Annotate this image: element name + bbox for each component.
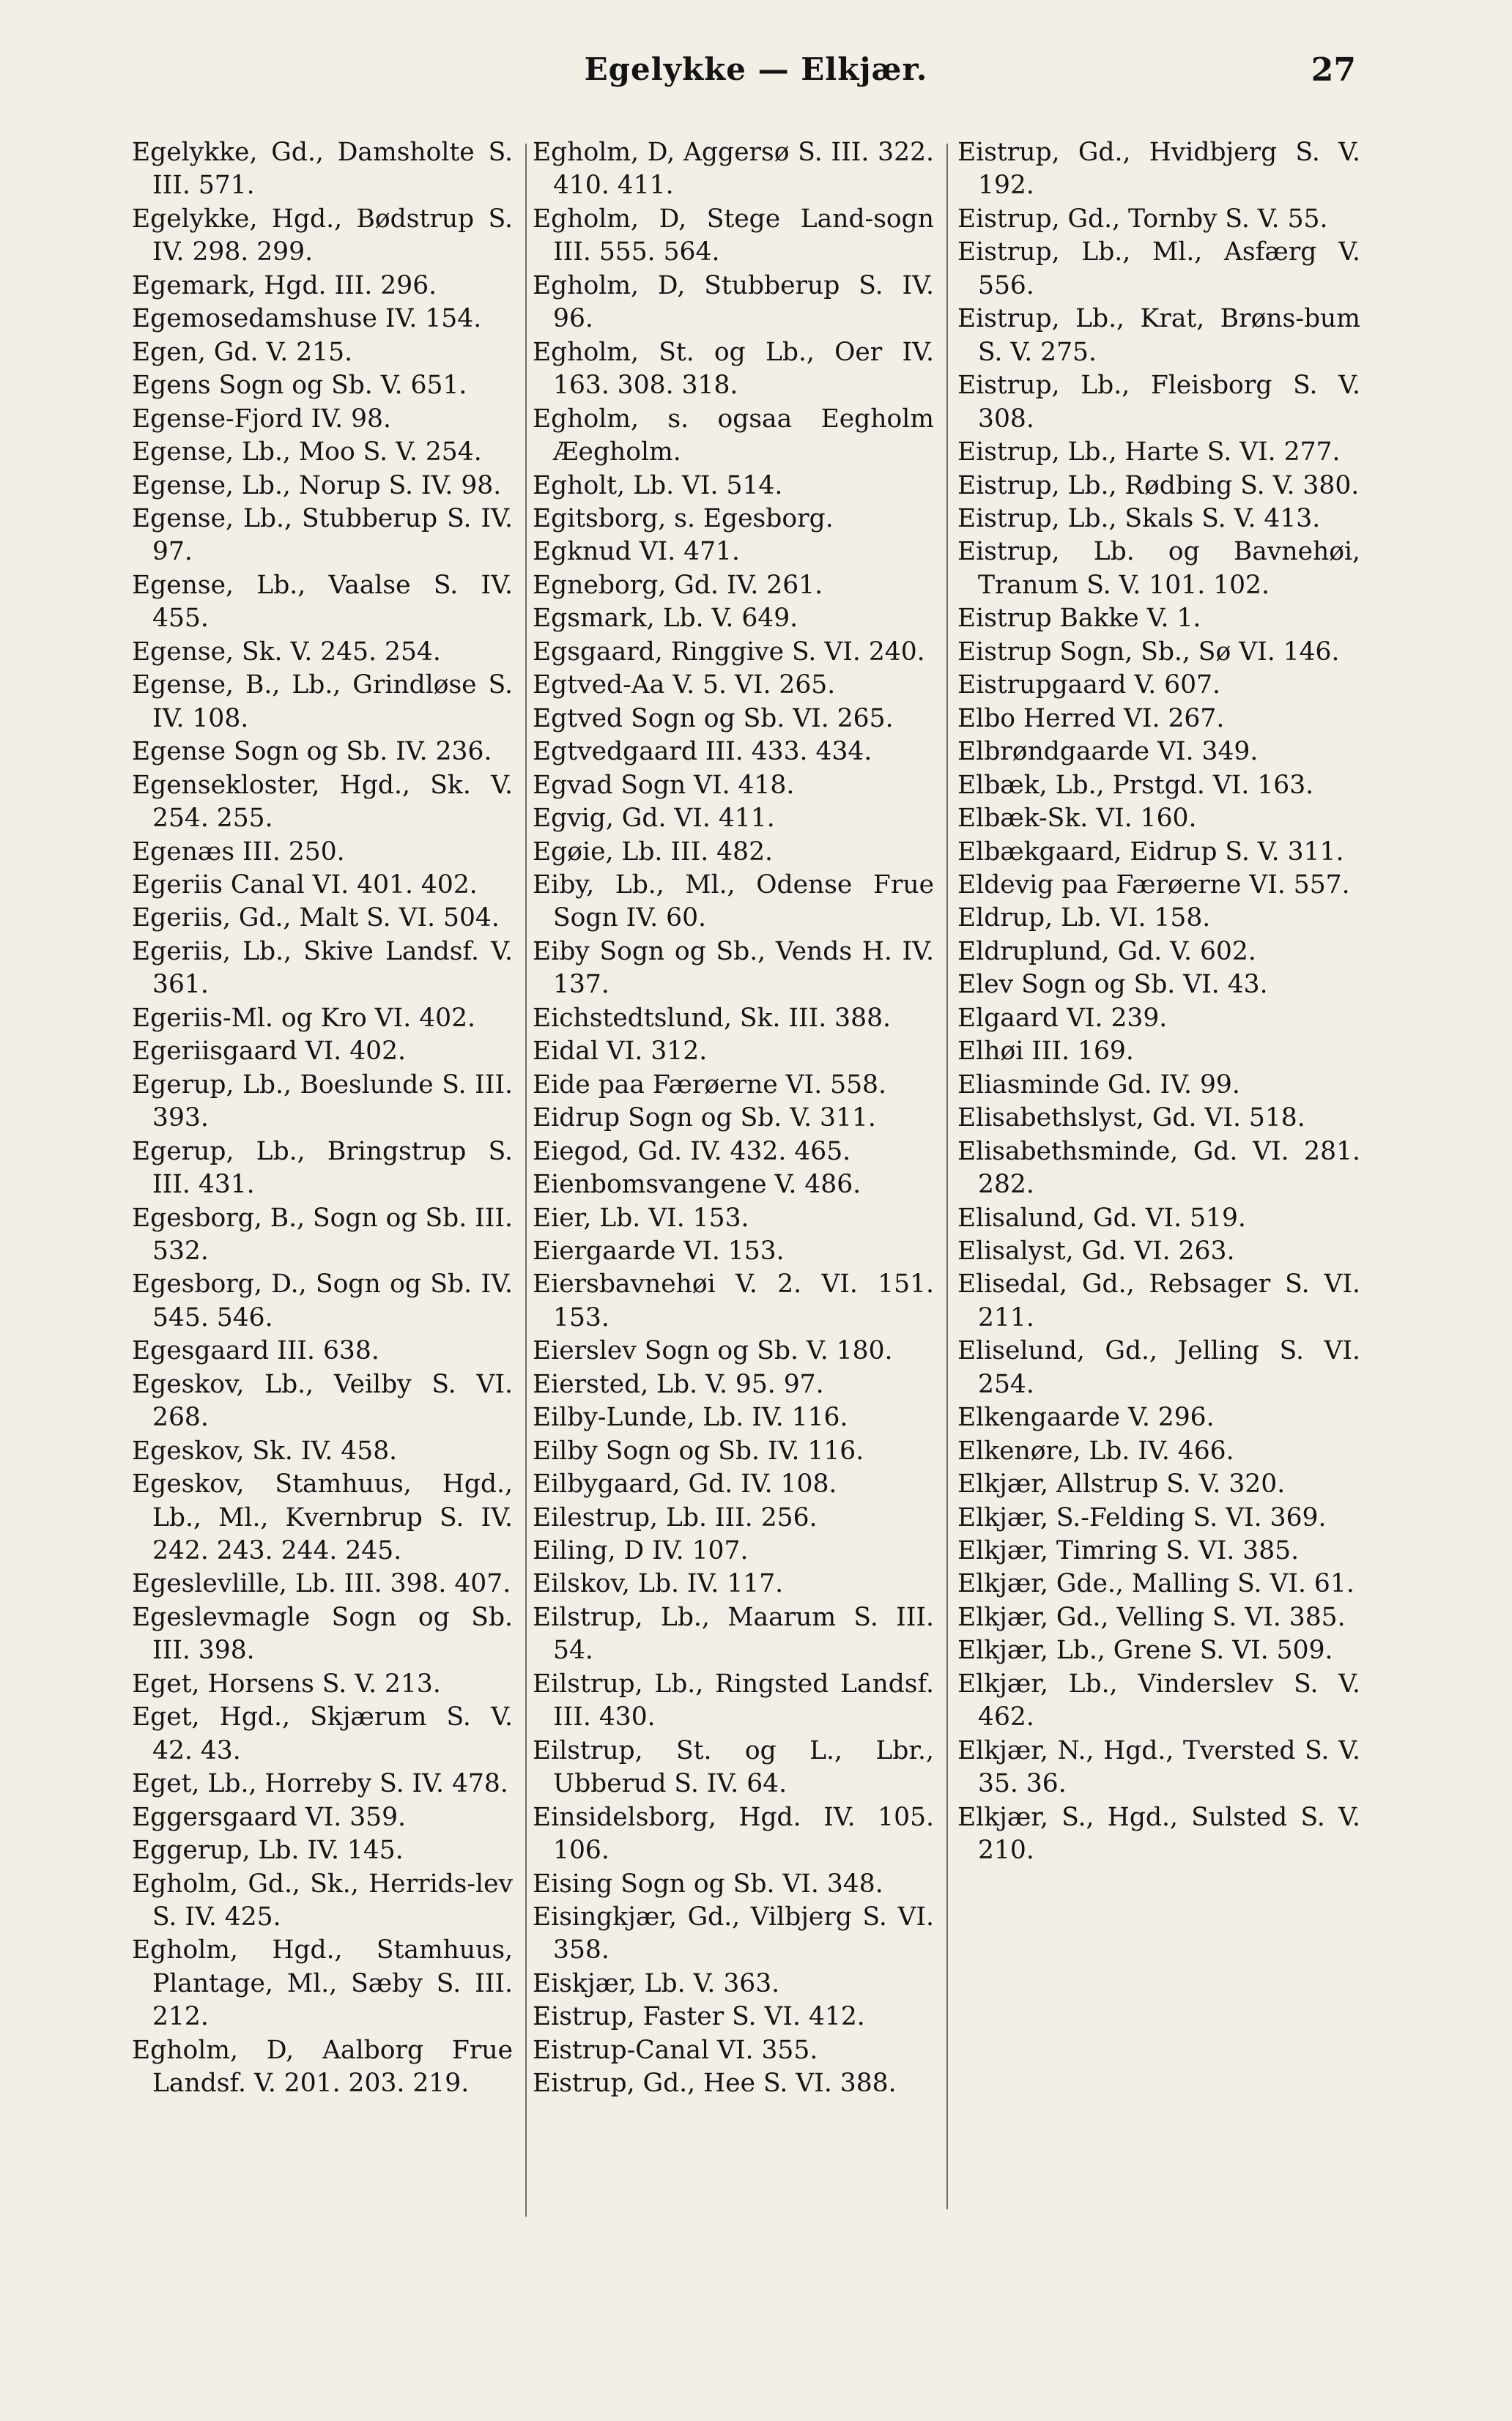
index-entry: Eisingkjær, Gd., Vilbjerg S. VI. 358. [533,1902,934,1965]
index-entry: Egknud VI. 471. [533,537,740,567]
index-entry: Egense, Sk. V. 245. 254. [132,637,441,667]
index-entry: Egeriisgaard VI. 402. [132,1037,407,1067]
index-column-3 [957,136,1360,1868]
index-entry: Egtved Sogn og Sb. VI. 265. [533,703,894,733]
index-entry: Egense, Lb., Norup S. IV. 98. [132,470,502,500]
index-entry: Egense, Lb., Stubberup S. IV. 97. [132,503,513,567]
index-entry: Elisabethsminde, Gd. VI. 281. 282. [957,1136,1360,1200]
index-entry: Eiby, Lb., Ml., Odense Frue Sogn IV. 60. [533,870,934,933]
index-entry: Elkjær, Lb., Vinderslev S. V. 462. [957,1669,1360,1732]
index-entry: Eldruplund, Gd. V. 602. [957,936,1256,966]
page-number: 27 [1311,51,1356,89]
index-entry: Eistrup, Lb., Krat, Brøns-bum S. V. 275. [957,304,1360,367]
index-entry: Elbæk-Sk. VI. 160. [957,804,1197,834]
index-entry: Eilstrup, St. og L., Lbr., Ubberud S. IV. 64. [533,1735,934,1799]
index-entry: Eggerup, Lb. IV. 145. [132,1836,404,1866]
index-entry: Eget, Horsens S. V. 213. [132,1669,441,1699]
index-entry: Eierslev Sogn og Sb. V. 180. [533,1336,893,1366]
index-entry: Elkjær, N., Hgd., Tversted S. V. 35. 36. [957,1735,1360,1799]
index-entry: Eiersted, Lb. V. 95. 97. [533,1369,824,1399]
index-entry: Elisalund, Gd. VI. 519. [957,1203,1246,1233]
index-entry: Egholm, Gd., Sk., Herrids-lev S. IV. 425. [132,1869,513,1932]
index-entry: Eide paa Færøerne VI. 558. [533,1069,886,1100]
index-entry: Eiersbavnehøi V. 2. VI. 151. 153. [533,1269,934,1332]
index-entry: Elbæk, Lb., Prstgd. VI. 163. [957,770,1314,800]
index-entry: Eldrup, Lb. VI. 158. [957,903,1211,933]
index-entry: Elhøi III. 169. [957,1037,1134,1067]
index-entry: Egøie, Lb. III. 482. [533,837,773,867]
index-entry: Elkjær, Gd., Velling S. VI. 385. [957,1602,1346,1632]
index-entry: Egelykke, Hgd., Bødstrup S. IV. 298. 299. [132,204,513,267]
index-entry: Elkjær, Allstrup S. V. 320. [957,1469,1286,1499]
index-entry: Eiby Sogn og Sb., Vends H. IV. 137. [533,936,934,1000]
index-entry: Eistrup, Lb., Harte S. VI. 277. [957,437,1341,467]
index-entry: Egesborg, B., Sogn og Sb. III. 532. [132,1203,514,1266]
index-entry: Egeriis-Ml. og Kro VI. 402. [132,1003,476,1033]
index-entry: Egtved-Aa V. 5. VI. 265. [533,670,836,700]
index-entry: Eilby Sogn og Sb. IV. 116. [533,1436,864,1466]
index-entry: Eier, Lb. VI. 153. [533,1203,749,1233]
index-entry: Eilby-Lunde, Lb. IV. 116. [533,1403,848,1433]
index-entry: Egitsborg, s. Egesborg. [533,503,834,533]
index-entry: Elbrøndgaarde VI. 349. [957,737,1259,767]
running-head: Egelykke — Elkjær. [584,51,928,87]
index-entry: Egholm, D, Aalborg Frue Landsf. V. 201. 203. 219. [132,2035,513,2099]
index-entry: Egeslevmagle Sogn og Sb. III. 398. [132,1602,513,1666]
index-entry: Egens Sogn og Sb. V. 651. [132,371,467,401]
index-entry: Egerup, Lb., Boeslunde S. III. 393. [132,1069,513,1133]
index-entry: Egesborg, D., Sogn og Sb. IV. 545. 546. [132,1269,513,1332]
index-entry: Eiegod, Gd. IV. 432. 465. [533,1136,851,1166]
index-entry: Eistrup, Faster S. VI. 412. [533,2002,865,2032]
index-entry: Egense, Lb., Moo S. V. 254. [132,437,482,467]
index-entry: Eget, Hgd., Skjærum S. V. 42. 43. [132,1702,513,1765]
index-entry: Elisabethslyst, Gd. VI. 518. [957,1103,1305,1133]
index-entry: Egholm, s. ogsaa Eegholm Æegholm. [533,404,934,467]
column-divider [946,144,948,2209]
index-entry: Elisalyst, Gd. VI. 263. [957,1236,1235,1266]
index-entry: Eidrup Sogn og Sb. V. 311. [533,1103,876,1133]
index-entry: Egvad Sogn VI. 418. [533,770,795,800]
index-entry: Elkjær, Lb., Grene S. VI. 509. [957,1636,1333,1666]
index-entry: Eilbygaard, Gd. IV. 108. [533,1469,837,1499]
index-entry: Egvig, Gd. VI. 411. [533,804,775,834]
index-entry: Eiling, D IV. 107. [533,1536,749,1566]
index-entry: Egen, Gd. V. 215. [132,337,353,367]
index-entry: Egtvedgaard III. 433. 434. [533,737,872,767]
index-entry: Egeriis, Gd., Malt S. VI. 504. [132,903,500,933]
index-entry: Elkjær, S., Hgd., Sulsted S. V. 210. [957,1802,1360,1866]
index-entry: Eget, Lb., Horreby S. IV. 478. [132,1769,508,1799]
index-entry: Eilstrup, Lb., Maarum S. III. 54. [533,1602,934,1666]
index-entry: Egsgaard, Ringgive S. VI. 240. [533,637,925,667]
index-entry: Egeskov, Stamhuus, Hgd., Lb., Ml., Kvernbrup S. IV. 242. 243. 244. 245. [132,1469,513,1566]
index-entry: Eistrup-Canal VI. 355. [533,2035,818,2065]
index-entry: Egholm, St. og Lb., Oer IV. 163. 308. 318. [533,337,934,401]
index-entry: Egemark, Hgd. III. 296. [132,270,437,300]
index-entry: Egholt, Lb. VI. 514. [533,470,783,500]
index-entry: Einsidelsborg, Hgd. IV. 105. 106. [533,1802,934,1866]
index-entry: Elkjær, Timring S. VI. 385. [957,1536,1300,1566]
index-entry: Egneborg, Gd. IV. 261. [533,570,823,600]
index-entry: Egense Sogn og Sb. IV. 236. [132,737,492,767]
index-entry: Eichstedtslund, Sk. III. 388. [533,1003,891,1033]
index-entry: Egensekloster, Hgd., Sk. V. 254. 255. [132,770,513,834]
index-entry: Eistrup, Lb. og Bavnehøi, Tranum S. V. 101. 102. [957,537,1360,600]
index-entry: Eiergaarde VI. 153. [533,1236,785,1266]
index-entry: Egholm, D, Stubberup S. IV. 96. [533,270,934,334]
index-entry: Eggersgaard VI. 359. [132,1802,407,1832]
index-entry: Egelykke, Gd., Damsholte S. III. 571. [132,138,513,201]
index-entry: Eistrup, Gd., Tornby S. V. 55. [957,204,1328,234]
index-entry: Eistrup Sogn, Sb., Sø VI. 146. [957,637,1340,667]
index-entry: Egsmark, Lb. V. 649. [533,604,798,634]
index-entry: Egemosedamshuse IV. 154. [132,304,482,334]
index-entry: Eistrup, Lb., Rødbing S. V. 380. [957,470,1360,500]
index-entry: Egerup, Lb., Bringstrup S. III. 431. [132,1136,513,1200]
column-divider [525,144,527,2217]
index-entry: Eliasminde Gd. IV. 99. [957,1069,1240,1100]
index-entry: Eilskov, Lb. IV. 117. [533,1569,784,1599]
index-entry: Eldevig paa Færøerne VI. 557. [957,870,1350,900]
index-entry: Egeskov, Lb., Veilby S. VI. 268. [132,1369,513,1433]
index-entry: Eising Sogn og Sb. VI. 348. [533,1869,883,1899]
index-entry: Elkenøre, Lb. IV. 466. [957,1436,1234,1466]
index-entry: Elisedal, Gd., Rebsager S. VI. 211. [957,1269,1360,1332]
index-entry: Egenæs III. 250. [132,837,345,867]
index-entry: Eilstrup, Lb., Ringsted Landsf. III. 430. [533,1669,934,1732]
index-entry: Egeslevlille, Lb. III. 398. 407. [132,1569,511,1599]
index-entry: Elkengaarde V. 296. [957,1403,1215,1433]
index-entry: Egholm, Hgd., Stamhuus, Plantage, Ml., Sæby S. III. 212. [132,1935,513,2032]
index-entry: Egense, Lb., Vaalse S. IV. 455. [132,570,513,634]
index-entry: Egeskov, Sk. IV. 458. [132,1436,398,1466]
index-entry: Eilestrup, Lb. III. 256. [533,1502,818,1532]
index-entry: Egholm, D, Aggersø S. III. 322. 410. 411. [533,138,934,201]
page-header [0,51,1512,103]
index-entry: Eistrup Bakke V. 1. [957,604,1201,634]
index-entry: Elev Sogn og Sb. VI. 43. [957,970,1268,1000]
index-column-1 [132,136,513,2101]
index-entry: Egense, B., Lb., Grindløse S. IV. 108. [132,670,513,733]
index-column-2 [533,136,934,2101]
index-entry: Eiskjær, Lb. V. 363. [533,1968,780,1998]
index-entry: Eidal VI. 312. [533,1037,708,1067]
index-entry: Eistrup, Gd., Hee S. VI. 388. [533,2069,897,2099]
index-entry: Egense-Fjord IV. 98. [132,404,391,434]
index-entry: Eienbomsvangene V. 486. [533,1170,861,1200]
index-entry: Elkjær, Gde., Malling S. VI. 61. [957,1569,1354,1599]
index-entry: Eistrup, Lb., Ml., Asfærg V. 556. [957,237,1360,300]
index-entry: Egeriis Canal VI. 401. 402. [132,870,478,900]
index-entry: Eistrup, Lb., Skals S. V. 413. [957,503,1321,533]
index-entry: Elgaard VI. 239. [957,1003,1168,1033]
index-entry: Egesgaard III. 638. [132,1336,379,1366]
index-entry: Eliselund, Gd., Jelling S. VI. 254. [957,1336,1360,1399]
index-entry: Eistrup, Lb., Fleisborg S. V. 308. [957,371,1360,434]
index-entry: Eistrupgaard V. 607. [957,670,1220,700]
index-entry: Eistrup, Gd., Hvidbjerg S. V. 192. [957,138,1360,201]
index-entry: Egholm, D, Stege Land-sogn III. 555. 564. [533,204,934,267]
index-entry: Elbo Herred VI. 267. [957,703,1225,733]
index-entry: Elkjær, S.-Felding S. VI. 369. [957,1502,1327,1532]
index-entry: Egeriis, Lb., Skive Landsf. V. 361. [132,936,513,1000]
index-entry: Elbækgaard, Eidrup S. V. 311. [957,837,1344,867]
